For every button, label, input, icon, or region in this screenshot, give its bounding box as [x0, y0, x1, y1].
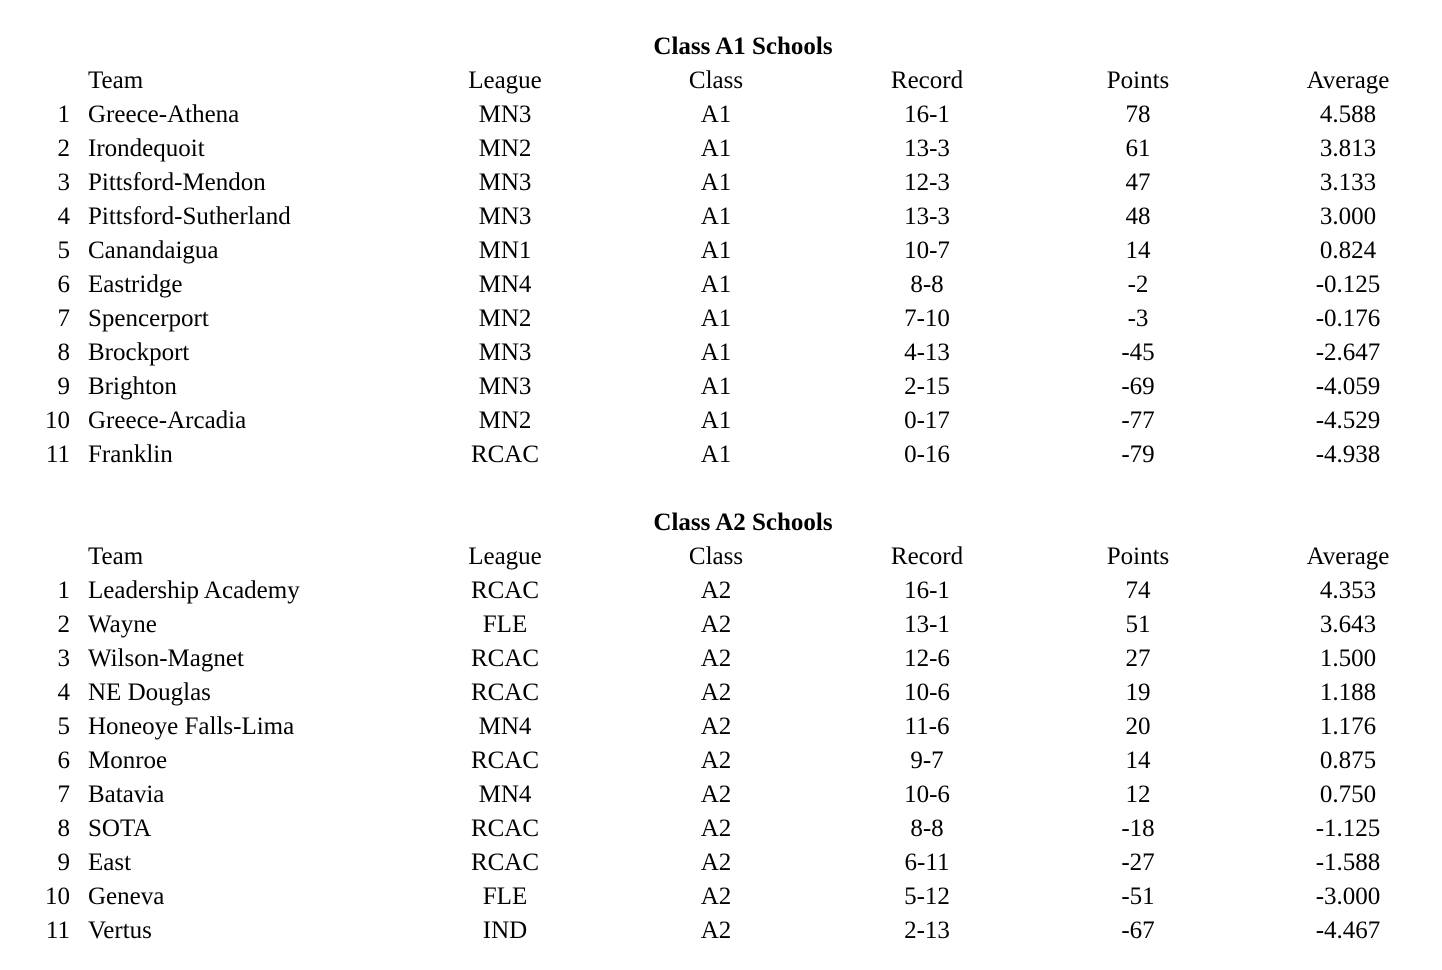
league-cell: RCAC	[470, 645, 540, 672]
header-class: Class	[688, 67, 744, 94]
team-cell: Wilson-Magnet	[88, 645, 244, 672]
rank-cell: 11	[45, 441, 70, 468]
record-cell: 6-11	[904, 849, 950, 876]
record-cell: 4-13	[904, 339, 950, 366]
rank-cell: 7	[57, 781, 70, 808]
team-cell: Vertus	[88, 917, 152, 944]
header-average: Average	[1306, 543, 1390, 570]
team-cell: Honeoye Falls-Lima	[88, 713, 295, 740]
record-cell: 2-13	[904, 917, 950, 944]
points-cell: 20	[1125, 713, 1151, 740]
league-cell: MN2	[478, 305, 532, 332]
record-cell: 0-17	[904, 407, 950, 434]
rank-cell: 2	[57, 611, 70, 638]
rank-cell: 1	[57, 577, 70, 604]
points-cell: 14	[1125, 237, 1151, 264]
average-cell: -4.059	[1315, 373, 1381, 400]
table-row	[0, 812, 1442, 846]
team-cell: Greece-Athena	[88, 101, 240, 128]
class-cell: A1	[700, 169, 732, 196]
class-cell: A2	[700, 645, 732, 672]
table-row	[0, 710, 1442, 744]
points-cell: 19	[1125, 679, 1151, 706]
rank-cell: 7	[57, 305, 70, 332]
record-cell: 13-1	[904, 611, 950, 638]
header-league: League	[468, 543, 542, 570]
league-cell: MN4	[478, 271, 532, 298]
average-cell: 3.643	[1319, 611, 1377, 638]
average-cell: -4.938	[1315, 441, 1381, 468]
rank-cell: 8	[57, 339, 70, 366]
points-cell: -18	[1121, 815, 1155, 842]
average-cell: 1.188	[1319, 679, 1377, 706]
average-cell: -0.125	[1315, 271, 1381, 298]
average-cell: 3.813	[1319, 135, 1377, 162]
league-cell: MN3	[478, 101, 532, 128]
record-cell: 10-6	[904, 679, 950, 706]
class-cell: A2	[700, 713, 732, 740]
record-cell: 0-16	[904, 441, 950, 468]
class-cell: A1	[700, 271, 732, 298]
table-header-row	[0, 64, 1442, 98]
points-cell: 12	[1125, 781, 1151, 808]
team-cell: Spencerport	[88, 305, 209, 332]
average-cell: 4.353	[1319, 577, 1377, 604]
league-cell: MN1	[478, 237, 532, 264]
rank-cell: 9	[57, 849, 70, 876]
points-cell: -27	[1121, 849, 1155, 876]
team-cell: Geneva	[88, 883, 165, 910]
league-cell: RCAC	[470, 577, 540, 604]
table-row	[0, 846, 1442, 880]
class-cell: A1	[700, 203, 732, 230]
class-cell: A1	[700, 339, 732, 366]
average-cell: -3.000	[1315, 883, 1381, 910]
table-row	[0, 574, 1442, 608]
header-average: Average	[1306, 67, 1390, 94]
average-cell: -1.588	[1315, 849, 1381, 876]
class-cell: A2	[700, 849, 732, 876]
points-cell: 51	[1125, 611, 1151, 638]
class-cell: A2	[700, 917, 732, 944]
record-cell: 7-10	[904, 305, 950, 332]
rank-cell: 8	[57, 815, 70, 842]
team-cell: Wayne	[88, 611, 157, 638]
header-points: Points	[1106, 67, 1170, 94]
average-cell: 0.875	[1319, 747, 1377, 774]
record-cell: 12-3	[904, 169, 950, 196]
record-cell: 9-7	[910, 747, 944, 774]
record-cell: 8-8	[910, 815, 944, 842]
header-points: Points	[1106, 543, 1170, 570]
table-row	[0, 676, 1442, 710]
points-cell: -69	[1121, 373, 1155, 400]
table-row	[0, 778, 1442, 812]
class-cell: A1	[700, 373, 732, 400]
team-cell: Franklin	[88, 441, 173, 468]
header-league: League	[468, 67, 542, 94]
rank-cell: 6	[57, 747, 70, 774]
team-cell: Brockport	[88, 339, 190, 366]
league-cell: MN3	[478, 203, 532, 230]
team-cell: Greece-Arcadia	[88, 407, 247, 434]
record-cell: 10-7	[904, 237, 950, 264]
league-cell: IND	[482, 917, 528, 944]
team-cell: Leadership Academy	[88, 577, 300, 604]
points-cell: 47	[1125, 169, 1151, 196]
table-row	[0, 404, 1442, 438]
league-cell: RCAC	[470, 441, 540, 468]
league-cell: MN3	[478, 339, 532, 366]
record-cell: 11-6	[904, 713, 950, 740]
header-class: Class	[688, 543, 744, 570]
class-cell: A1	[700, 305, 732, 332]
team-cell: Eastridge	[88, 271, 183, 298]
points-cell: 78	[1125, 101, 1151, 128]
league-cell: MN4	[478, 713, 532, 740]
points-cell: -45	[1121, 339, 1155, 366]
table-row	[0, 302, 1442, 336]
league-cell: MN2	[478, 135, 532, 162]
points-cell: 48	[1125, 203, 1151, 230]
rank-cell: 4	[57, 679, 70, 706]
rank-cell: 5	[57, 237, 70, 264]
class-cell: A2	[700, 815, 732, 842]
average-cell: -4.529	[1315, 407, 1381, 434]
record-cell: 16-1	[904, 577, 950, 604]
class-cell: A1	[700, 237, 732, 264]
average-cell: 0.824	[1319, 237, 1377, 264]
table-row	[0, 914, 1442, 948]
team-cell: Batavia	[88, 781, 165, 808]
class-cell: A1	[700, 407, 732, 434]
rank-cell: 10	[45, 407, 70, 434]
team-cell: Brighton	[88, 373, 177, 400]
points-cell: 27	[1125, 645, 1151, 672]
record-cell: 10-6	[904, 781, 950, 808]
average-cell: 0.750	[1319, 781, 1377, 808]
average-cell: 1.500	[1319, 645, 1377, 672]
table-row	[0, 98, 1442, 132]
points-cell: -51	[1121, 883, 1155, 910]
average-cell: 4.588	[1319, 101, 1377, 128]
table-row	[0, 268, 1442, 302]
average-cell: 3.000	[1319, 203, 1377, 230]
rank-cell: 4	[57, 203, 70, 230]
points-cell: -79	[1121, 441, 1155, 468]
rank-cell: 10	[45, 883, 70, 910]
team-cell: NE Douglas	[88, 679, 211, 706]
team-cell: Pittsford-Sutherland	[88, 203, 291, 230]
header-team: Team	[88, 67, 144, 94]
class-cell: A1	[700, 101, 732, 128]
rank-cell: 5	[57, 713, 70, 740]
average-cell: -1.125	[1315, 815, 1381, 842]
table-header-row	[0, 540, 1442, 574]
average-cell: 3.133	[1319, 169, 1377, 196]
points-cell: -2	[1127, 271, 1149, 298]
class-cell: A2	[700, 781, 732, 808]
league-cell: RCAC	[470, 747, 540, 774]
record-cell: 12-6	[904, 645, 950, 672]
points-cell: 61	[1125, 135, 1151, 162]
table-title: Class A2 Schools	[653, 509, 833, 536]
league-cell: MN3	[478, 373, 532, 400]
table-row	[0, 744, 1442, 778]
rank-cell: 9	[57, 373, 70, 400]
table-row	[0, 438, 1442, 472]
points-cell: -67	[1121, 917, 1155, 944]
class-cell: A2	[700, 679, 732, 706]
average-cell: -0.176	[1315, 305, 1381, 332]
points-cell: -77	[1121, 407, 1155, 434]
table-row	[0, 880, 1442, 914]
header-record: Record	[890, 543, 964, 570]
team-cell: SOTA	[88, 815, 152, 842]
record-cell: 16-1	[904, 101, 950, 128]
class-cell: A1	[700, 135, 732, 162]
record-cell: 5-12	[904, 883, 950, 910]
average-cell: -4.467	[1315, 917, 1381, 944]
rank-cell: 3	[57, 645, 70, 672]
points-cell: 74	[1125, 577, 1151, 604]
record-cell: 13-3	[904, 203, 950, 230]
average-cell: -2.647	[1315, 339, 1381, 366]
average-cell: 1.176	[1319, 713, 1377, 740]
record-cell: 2-15	[904, 373, 950, 400]
rank-cell: 1	[57, 101, 70, 128]
rank-cell: 2	[57, 135, 70, 162]
team-cell: Canandaigua	[88, 237, 219, 264]
rank-cell: 11	[45, 917, 70, 944]
league-cell: FLE	[482, 883, 528, 910]
league-cell: FLE	[482, 611, 528, 638]
table-row	[0, 608, 1442, 642]
team-cell: Pittsford-Mendon	[88, 169, 266, 196]
points-cell: -3	[1127, 305, 1149, 332]
league-cell: MN3	[478, 169, 532, 196]
class-cell: A2	[700, 611, 732, 638]
team-cell: Monroe	[88, 747, 168, 774]
rank-cell: 3	[57, 169, 70, 196]
table-row	[0, 166, 1442, 200]
table-row	[0, 370, 1442, 404]
class-cell: A2	[700, 883, 732, 910]
league-cell: RCAC	[470, 679, 540, 706]
record-cell: 13-3	[904, 135, 950, 162]
header-team: Team	[88, 543, 144, 570]
class-cell: A2	[700, 747, 732, 774]
table-row	[0, 200, 1442, 234]
table-row	[0, 234, 1442, 268]
rank-cell: 6	[57, 271, 70, 298]
league-cell: MN2	[478, 407, 532, 434]
league-cell: MN4	[478, 781, 532, 808]
points-cell: 14	[1125, 747, 1151, 774]
team-cell: Irondequoit	[88, 135, 205, 162]
table-row	[0, 336, 1442, 370]
table-row	[0, 642, 1442, 676]
table-title: Class A1 Schools	[653, 33, 833, 60]
class-cell: A1	[700, 441, 732, 468]
league-cell: RCAC	[470, 815, 540, 842]
header-record: Record	[890, 67, 964, 94]
team-cell: East	[88, 849, 132, 876]
record-cell: 8-8	[910, 271, 944, 298]
league-cell: RCAC	[470, 849, 540, 876]
class-cell: A2	[700, 577, 732, 604]
table-row	[0, 132, 1442, 166]
